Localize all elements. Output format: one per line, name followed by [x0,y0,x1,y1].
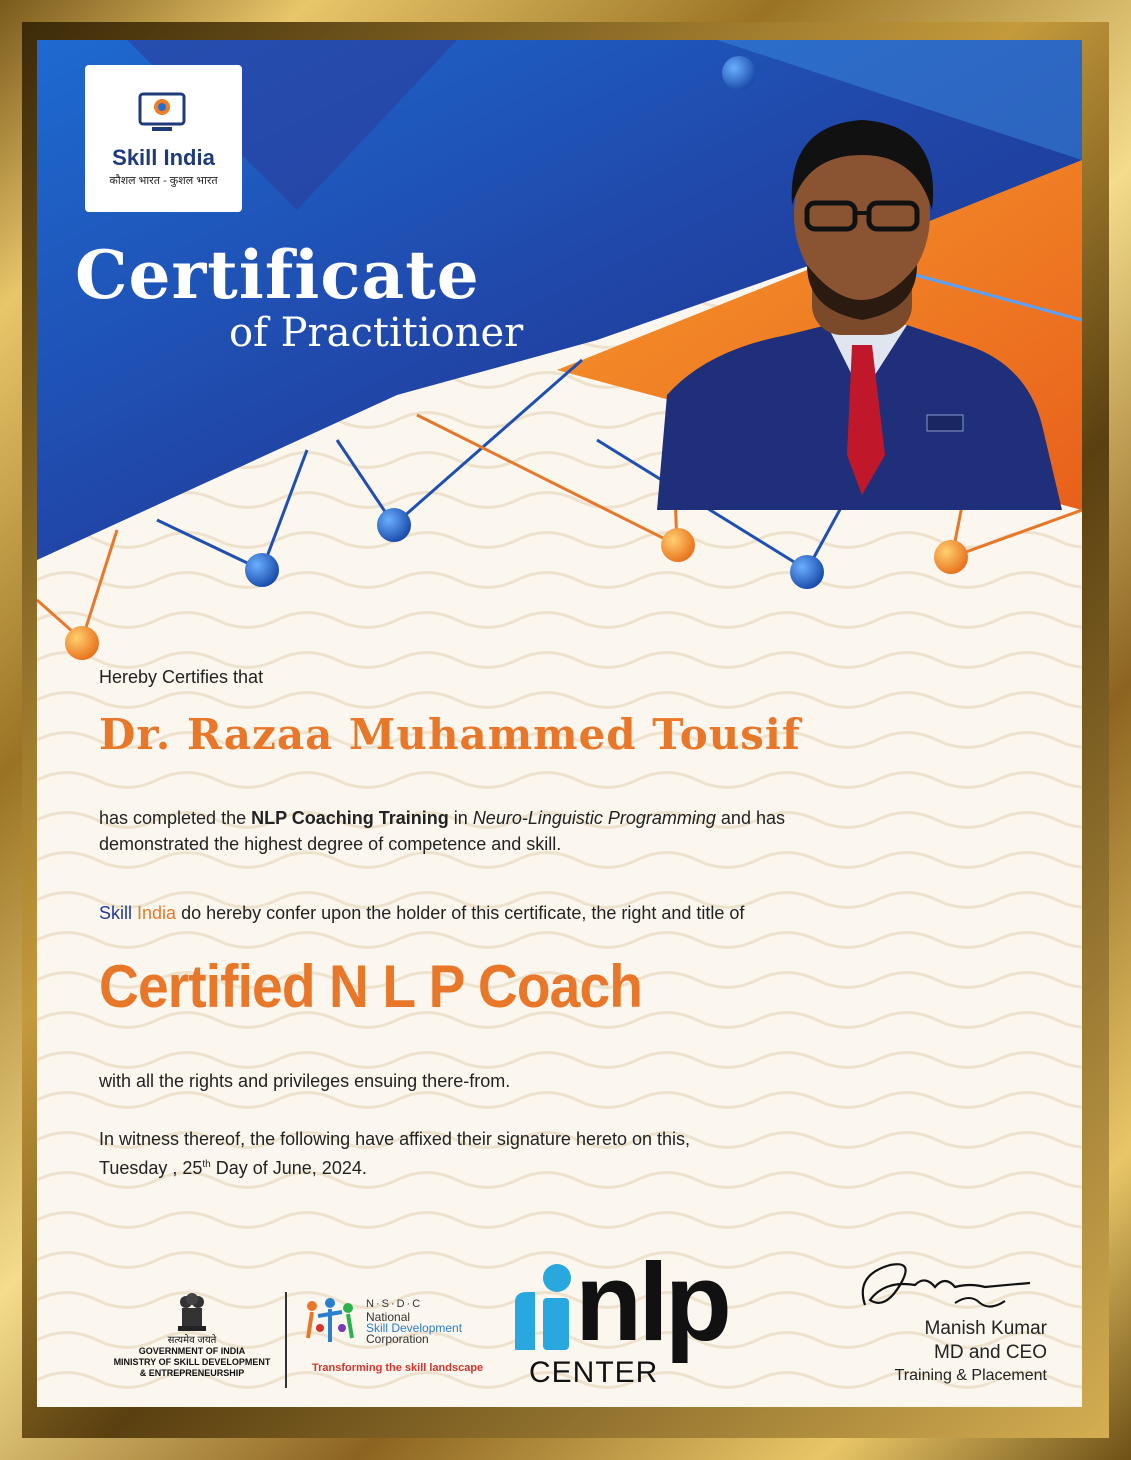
footer-divider [285,1292,287,1388]
nlp-logo-text: nlp [575,1241,728,1364]
blue-node [245,553,279,587]
training-name: NLP Coaching Training [251,808,449,828]
blue-node [790,555,824,589]
nlp-center-text: CENTER [529,1356,659,1389]
orange-node [661,528,695,562]
date-suffix: th [202,1159,211,1170]
signatory-dept: Training & Placement [894,1367,1047,1384]
nsdc-tagline: Transforming the skill landscape [312,1362,484,1374]
confer-india: India [137,903,177,923]
completion-text: in [448,808,473,828]
gov-line1: GOVERNMENT OF INDIA [138,1346,246,1356]
completion-statement [99,805,1019,857]
handwritten-signature [845,1255,1035,1317]
witness-date: Tuesday , 25 [99,1158,203,1178]
witness-date-rest: Day of June, 2024. [210,1158,367,1178]
intro-text: Hereby Certifies that [99,667,264,687]
confer-text: do hereby confer upon the holder of this certificate, the right and title of [176,903,745,923]
orange-node [65,626,99,660]
blue-node [377,508,411,542]
nsdc-logo [302,1290,502,1380]
certificate-subtitle: of Practitioner [229,310,524,356]
portrait-photo [647,95,1077,510]
completion-text: and has [715,808,785,828]
ashoka-emblem-icon [174,1290,210,1332]
nsdc-line3: Corporation [366,1332,429,1346]
emblem-motto: सत्यमेव जयते [167,1335,217,1346]
logo-tagline: कौशल भारत - कुशल भारत [109,175,218,187]
recipient-name: Dr. Razaa Muhammed Tousif [99,710,801,759]
competence-text: demonstrated the highest degree of competence and skill. [99,834,562,854]
orange-node [934,540,968,574]
rights-text: with all the rights and privileges ensuing there-from. [99,1071,511,1091]
nsdc-line1: National [366,1310,411,1324]
nsdc-name [366,1312,462,1345]
gov-line2: MINISTRY OF SKILL DEVELOPMENT [113,1357,271,1367]
certified-title: Certified N L P Coach [99,953,643,1020]
witness-text: In witness thereof, the following have affixed their signature hereto on this, [99,1129,691,1149]
completion-text: has completed the [99,808,252,828]
nsdc-line2: Skill Development [366,1321,463,1335]
monitor-icon [137,91,187,133]
signature-block [817,1255,1047,1405]
signatory-role: MD and CEO [934,1342,1047,1363]
certificate-title: Certificate [75,236,480,314]
confer-statement [99,900,744,926]
nlp-center-logo [515,1241,755,1392]
people-icon [302,1298,358,1348]
skill-india-logo [85,65,242,212]
program-name: Neuro-Linguistic Programming [472,808,716,828]
signatory-name: Manish Kumar [924,1318,1047,1339]
certificate-paper [37,40,1082,1407]
confer-skill: Skill [99,903,133,923]
gov-line3: & ENTREPRENEURSHIP [139,1368,245,1378]
witness-statement [99,1126,690,1181]
blue-node [722,56,756,90]
logo-brand: Skill India [112,145,215,170]
government-emblem-block [107,1290,277,1379]
nsdc-abbr: N·S·D·C [366,1298,423,1310]
